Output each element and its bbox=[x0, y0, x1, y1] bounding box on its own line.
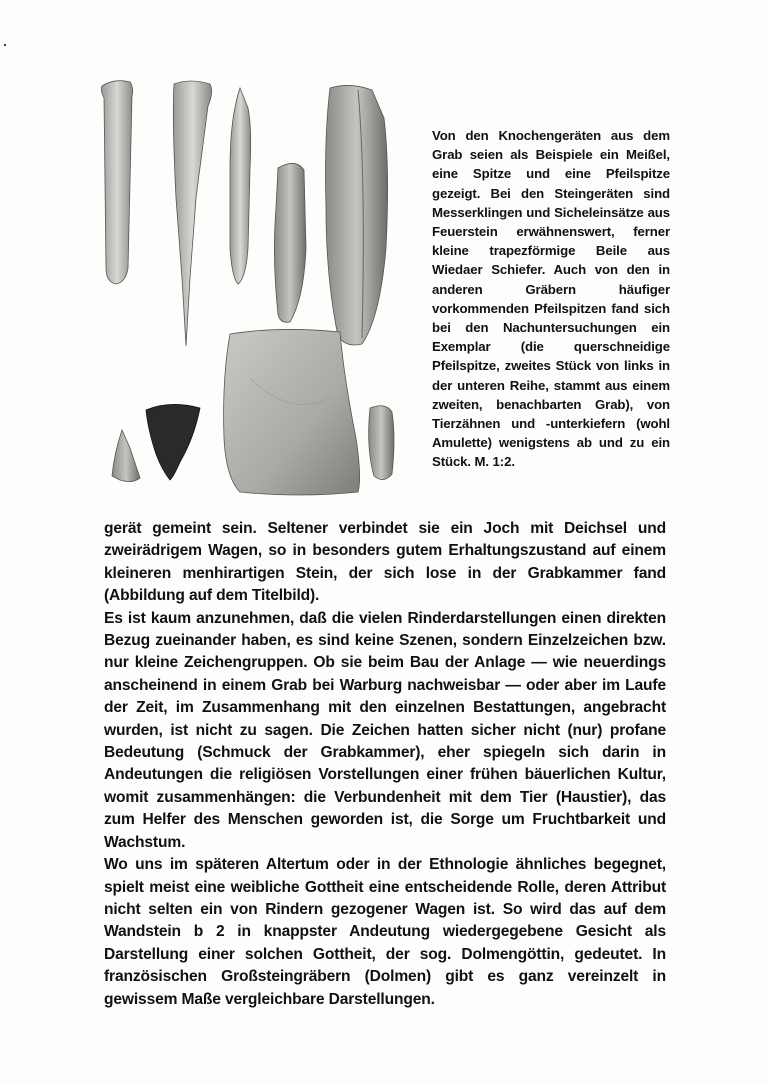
paragraph: Wo uns im späteren Altertum oder in der Ethnologie ähnliches begegnet, spielt meist eine weibliche Gottheit eine entscheidende Rolle, deren Attribut nicht selten ein von Rindern gezogener Wagen ist. So wird das auf dem Wandstein b 2 in knappster Andeutung wiedergegebene Gesicht als Darstellung einer solchen Gottheit, der sog. Dolmengöttin, gedeutet. In französischen Großsteingräbern (Dolmen) gibt es ganz vereinzelt in gewissem Maße vergleichbare Darstellungen. bbox=[104, 856, 666, 1008]
transverse-arrowhead bbox=[146, 404, 200, 480]
flint-arrow-small bbox=[112, 430, 140, 482]
bone-point bbox=[173, 81, 211, 346]
paragraph: gerät gemeint sein. Seltener verbindet sie ein Joch mit Deichsel und zweirädrigem Wagen, so in besonders gutem Erhaltungszustand auf einem kleineren menhirartigen Stein, der sich lose in der Grabkammer fand (Abbildung auf dem Titelbild). bbox=[104, 520, 666, 605]
speck bbox=[4, 44, 6, 46]
paragraph: Es ist kaum anzunehmen, daß die vielen Rinderdarstellungen einen direkten Bezug zueinander haben, es sind keine Szenen, sondern Einzelzeichen bzw. nur kleine Zeichengruppen. Ob sie beim Bau der Anlage — wie neuerdings anscheinend in einem Grab bei Warburg nachweisbar — oder aber im Laufe der Zeit, im Zusammenhang mit den einzelnen Bestattungen, angebracht wurden, ist nicht zu sagen. Die Zeichen hatten sicher nicht (nur) profane Bedeutung (Schmuck der Grabkammer), eher spiegeln sich darin in Andeutungen die religiösen Vorstellungen einer frühen bäuerlichen Kultur, womit zusammenhängen: die Verbundenheit mit dem Tier (Haustier), das zum Helfer des Menschen geworden ist, die Sorge um Fruchtbarkeit und Wachstum. bbox=[104, 609, 666, 851]
bone-chisel bbox=[101, 81, 132, 284]
flint-large bbox=[326, 85, 388, 345]
bone-arrowhead bbox=[230, 88, 251, 284]
artifacts-photo bbox=[100, 78, 420, 496]
figure-caption: Von den Knochengeräten aus dem Grab seien als Beispiele ein Meißel, eine Spitze und eine Pfeilspitze gezeigt. Bei den Steingeräten sind Messerklingen und Sicheleinsätze aus Feuerstein erwähnenswert, ferner kleine trapezförmige Beile aus Wiedaer Schiefer. Auch von den in anderen Gräbern häufiger vorkommenden Pfeilspitzen fand sich bei den Nachuntersuchungen ein Exemplar (die querschneidige Pfeilspitze, zweites Stück von links in der unteren Reihe, stammt aus einem zweiten, benachbarten Grab), von Tierzähnen und -unterkiefern (wohl Amulette) wenigstens ab und zu ein Stück. M. 1:2. bbox=[432, 128, 670, 470]
flint-insert bbox=[369, 406, 394, 480]
body-text bbox=[104, 518, 666, 1011]
flint-blade bbox=[274, 163, 306, 322]
stone-axe bbox=[224, 329, 360, 495]
